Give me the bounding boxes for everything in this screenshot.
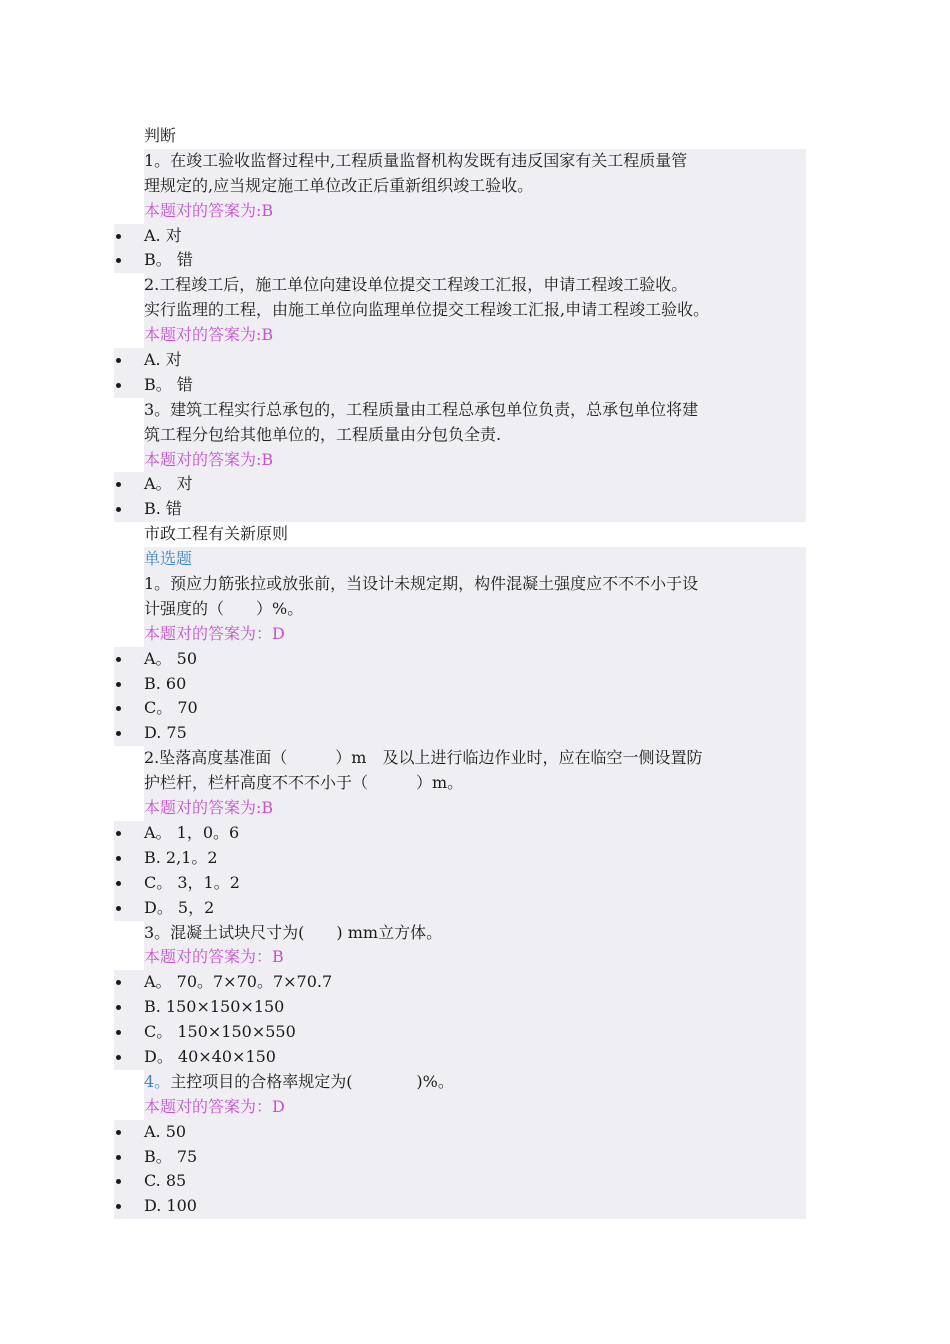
- question-2-option-b: B。 错: [114, 373, 806, 398]
- question-2-answer: 本题对的答案为:B: [144, 323, 806, 348]
- question-1-line-1: 1。在竣工验收监督过程中,工程质量监督机构发既有违反国家有关工程质量管: [144, 149, 806, 174]
- mc-question-3-option-d: D。 40×40×150: [114, 1045, 806, 1070]
- question-1-answer: 本题对的答案为:B: [144, 199, 806, 224]
- mc-question-3-option-b: B. 150×150×150: [114, 995, 806, 1020]
- question-3-line-1: 3。建筑工程实行总承包的，工程质量由工程总承包单位负责，总承包单位将建: [144, 398, 806, 423]
- question-3-option-b: B. 错: [114, 497, 806, 522]
- mc-question-4-option-b: B。 75: [114, 1145, 806, 1170]
- mc-question-4-option-d: D. 100: [114, 1194, 806, 1219]
- mc-question-1-answer: 本题对的答案为：D: [144, 622, 806, 647]
- mc-question-1-option-c: C。 70: [114, 696, 806, 721]
- mc-question-3-answer: 本题对的答案为：B: [144, 945, 806, 970]
- mc-question-2-answer: 本题对的答案为:B: [144, 796, 806, 821]
- mc-question-3-option-a: A。 70。7×70。7×70.7: [114, 970, 806, 995]
- mc-question-1-line-1: 1。预应力筋张拉或放张前，当设计未规定期，构件混凝土强度应不不不小于设: [144, 572, 806, 597]
- question-3-option-a: A。 对: [114, 472, 806, 497]
- mc-question-4-option-a: A. 50: [114, 1120, 806, 1145]
- document-body: [0, 124, 950, 1219]
- mc-question-3-line-1: 3。混凝土试块尺寸为( ) mm立方体。: [144, 921, 806, 946]
- mc-question-4-answer: 本题对的答案为：D: [144, 1095, 806, 1120]
- mc-question-1-option-b: B. 60: [114, 672, 806, 697]
- mc-question-4-option-c: C. 85: [114, 1169, 806, 1194]
- mc-question-2-option-d: D。 5，2: [114, 896, 806, 921]
- mc-question-3-option-c: C。 150×150×550: [114, 1020, 806, 1045]
- section-title-judgement: 判断: [144, 126, 177, 145]
- mc-question-1-option-a: A。 50: [114, 647, 806, 672]
- mc-question-2-line-1: 2.坠落高度基准面（ ）m 及以上进行临边作业时，应在临空一侧设置防: [144, 746, 806, 771]
- question-3-answer: 本题对的答案为:B: [144, 448, 806, 473]
- question-1-option-b: B。 错: [114, 248, 806, 273]
- section-subtitle-single-choice: 单选题: [144, 547, 806, 572]
- mc-question-2-option-c: C。 3，1。2: [114, 871, 806, 896]
- question-3-line-2: 筑工程分包给其他单位的，工程质量由分包负全责.: [144, 423, 806, 448]
- mc-question-4-line-1: [144, 1070, 806, 1095]
- mc-question-1-line-2: 计强度的（ ）%。: [144, 597, 806, 622]
- question-1-option-a: A. 对: [114, 224, 806, 249]
- mc-question-1-option-d: D. 75: [114, 721, 806, 746]
- question-1-line-2: 理规定的,应当规定施工单位改正后重新组织竣工验收。: [144, 174, 806, 199]
- mc-question-2-line-2: 护栏杆，栏杆高度不不不小于（ ）m。: [144, 771, 806, 796]
- question-2-line-1: 2.工程竣工后，施工单位向建设单位提交工程竣工汇报，申请工程竣工验收。: [144, 273, 806, 298]
- mc-question-4-text: 主控项目的合格率规定为( )%。: [170, 1071, 454, 1091]
- mc-question-2-option-a: A。 1，0。6: [114, 821, 806, 846]
- section-title-municipal: 市政工程有关新原则: [144, 524, 289, 544]
- mc-question-4-number: 4。: [144, 1071, 171, 1091]
- question-2-line-2: 实行监理的工程，由施工单位向监理单位提交工程竣工汇报,申请工程竣工验收。: [144, 298, 806, 323]
- mc-question-2-option-b: B. 2,1。2: [114, 846, 806, 871]
- question-2-option-a: A. 对: [114, 348, 806, 373]
